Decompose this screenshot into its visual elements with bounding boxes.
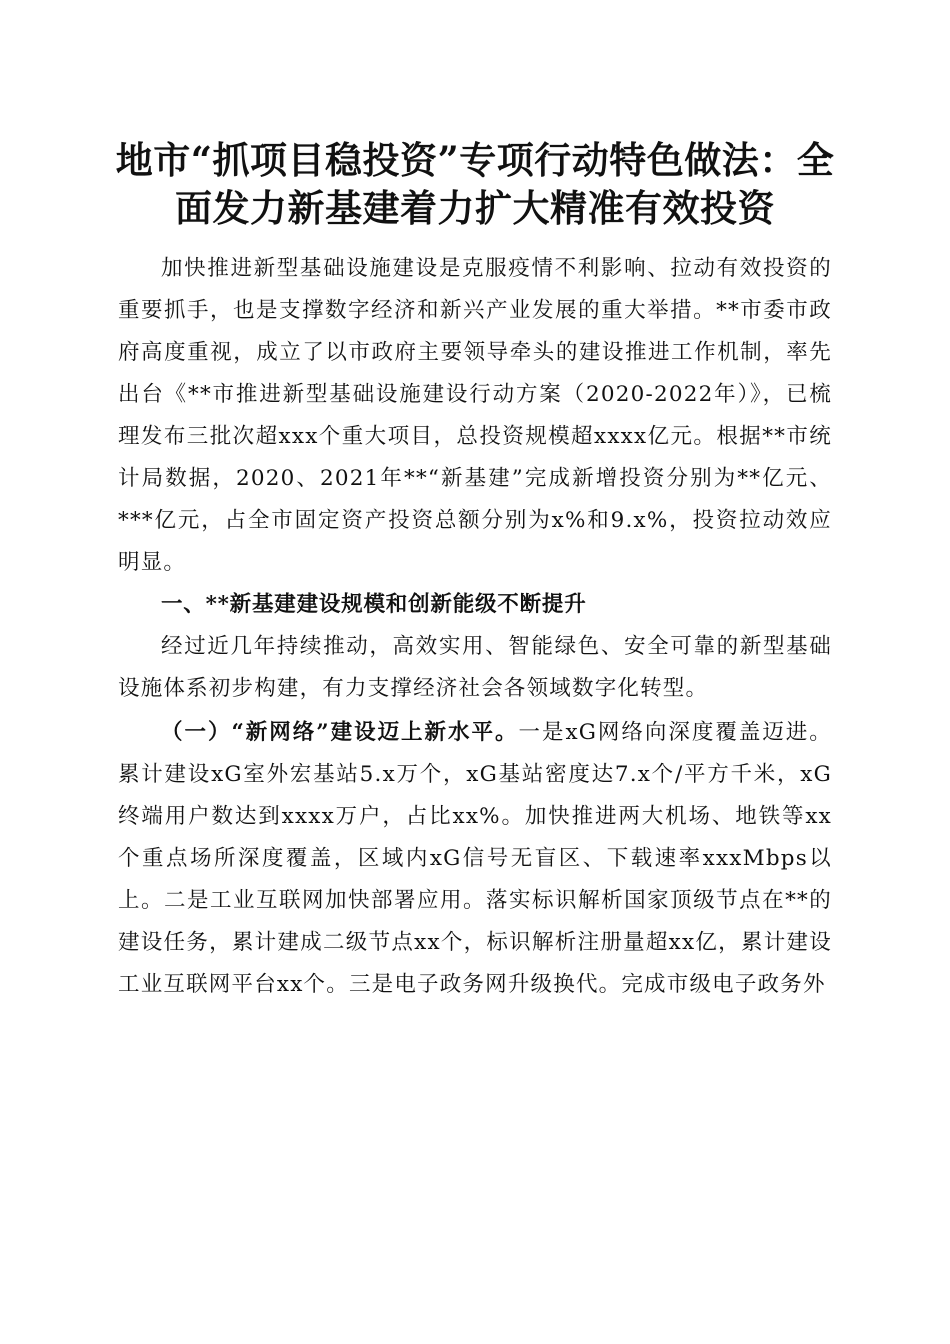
document-body xyxy=(118,248,832,1006)
section-heading-1: 一、**新基建建设规模和创新能级不断提升 xyxy=(161,592,587,617)
subsection-1-paragraph xyxy=(118,712,832,1006)
title-line-2: 面发力新基建着力扩大精准有效投资 xyxy=(175,186,775,230)
subsection-heading-1: （一）“新网络”建设迈上新水平。 xyxy=(161,720,519,745)
title-line-1: 地市“抓项目稳投资”专项行动特色做法：全 xyxy=(115,138,835,182)
intro-paragraph: 加快推进新型基础设施建设是克服疫情不利影响、拉动有效投资的重要抓手，也是支撑数字经济和新兴产业发展的重大举措。**市委市政府高度重视，成立了以市政府主要领导牵头的建设推进工作机制，率先出台《**市推进新型基础设施建设行动方案（2020-2022年）》，已梳理发布三批次超xxx个重大项目，总投资规模超xxxx亿元。根据**市统计局数据，2020、2021年**“新基建”完成新增投资分别为**亿元、***亿元，占全市固定资产投资总额分别为x%和9.x%，投资拉动效应明显。 xyxy=(118,256,832,575)
section-1-paragraph: 经过近几年持续推动，高效实用、智能绿色、安全可靠的新型基础设施体系初步构建，有力支撑经济社会各领域数字化转型。 xyxy=(118,634,832,701)
document-title xyxy=(110,136,840,232)
subsection-1-body: 一是xG网络向深度覆盖迈进。累计建设xG室外宏基站5.x万个，xG基站密度达7.x个/平方千米，xG终端用户数达到xxxx万户，占比xx%。加快推进两大机场、地铁等xx个重点场所深度覆盖，区域内xG信号无盲区、下载速率xxxMbps以上。二是工业互联网加快部署应用。落实标识解析国家顶级节点在**的建设任务，累计建成二级节点xx个，标识解析注册量超xx亿，累计建设工业互联网平台xx个。三是电子政务网升级换代。完成市级电子政务外 xyxy=(118,720,832,997)
